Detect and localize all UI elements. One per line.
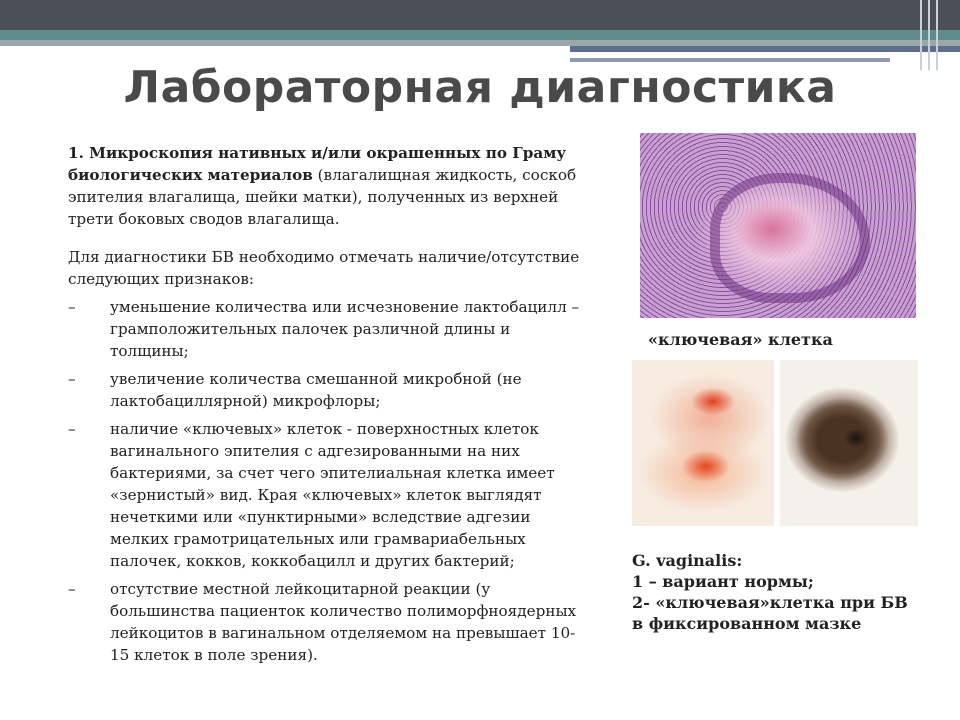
slide-body <box>68 142 583 666</box>
dash-marker: – <box>68 370 76 388</box>
lead-paragraph: Для диагностики БВ необходимо отмечать наличие/отсутствие следующих признаков: <box>68 248 580 288</box>
list-item <box>68 418 583 572</box>
intro-paragraph <box>68 142 583 230</box>
list-item <box>68 578 583 666</box>
key-cell-micrograph <box>640 133 916 318</box>
header-bar <box>0 0 960 30</box>
caption-line: в фиксированном мазке <box>632 614 862 633</box>
list-item-text: увеличение количества смешанной микробной (не лактобациллярной) микрофлоры; <box>110 370 522 410</box>
list-item-text: уменьшение количества или исчезновение лактобацилл – грамположительных палочек различной длины и толщины; <box>110 298 580 360</box>
caption-line: 1 – вариант нормы; <box>632 572 814 591</box>
list-item <box>68 368 583 412</box>
intro-rest: (влагалищная жидкость, соскоб эпителия влагалища, шейки матки), полученных из верхней трети боковых сводов влагалища. <box>68 166 577 228</box>
normal-smear-micrograph <box>632 360 774 526</box>
caption-line: 2- «ключевая»клетка при БВ <box>632 593 908 612</box>
dash-marker: – <box>68 580 76 598</box>
micrograph-caption <box>632 550 942 634</box>
slide-title: Лабораторная диагностика <box>123 62 837 113</box>
header-accent-line <box>570 46 960 52</box>
dash-marker: – <box>68 420 76 438</box>
list-item-text: отсутствие местной лейкоцитарной реакции (у большинства пациенток количество полиморфноядерных лейкоцитов в вагинальном отделяемом на превышает 10-15 клеток в поле зрения). <box>110 580 577 664</box>
dash-marker: – <box>68 298 76 316</box>
list-item <box>68 296 583 362</box>
header-accent-teal <box>0 30 960 40</box>
intro-bold: 1. Микроскопия нативных и/или окрашенных по Граму биологических материалов <box>68 144 567 184</box>
bv-clue-cell-micrograph <box>780 360 918 526</box>
list-item-text: наличие «ключевых» клеток - поверхностных клеток вагинального эпителия с адгезированными на них бактериями, за счет чего эпителиальная клетка имеет «зернистый» вид. Края «ключевых» клеток выглядят нечеткими или «пунктирными» вследствие адгезии мелких грамотрицательных или грамвариабельных палочек, кокков, коккобацилл и других бактерий; <box>110 420 555 570</box>
key-cell-caption: «ключевая» клетка <box>648 330 833 349</box>
caption-line: G. vaginalis: <box>632 551 743 570</box>
corner-decoration <box>918 0 942 70</box>
